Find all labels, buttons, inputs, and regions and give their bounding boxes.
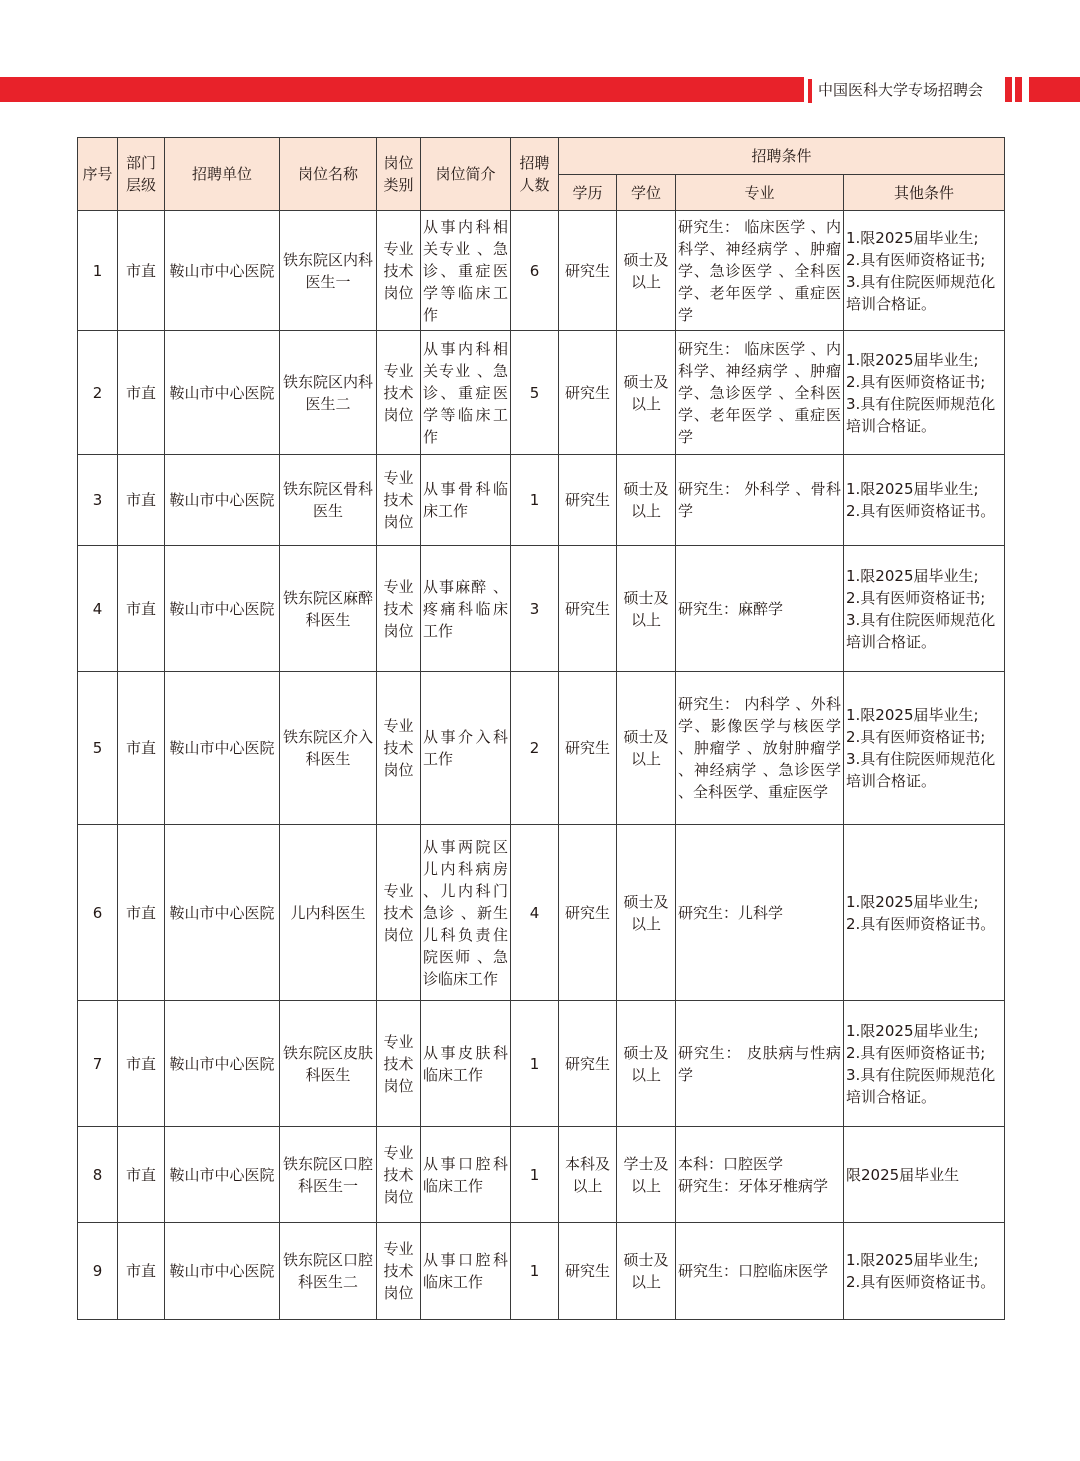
cell-major: 研究生：麻醉学 <box>676 546 844 672</box>
cell-education: 研究生 <box>559 546 617 672</box>
header-dept-level: 部门层级 <box>118 138 165 211</box>
table-row <box>78 1001 1005 1127</box>
cell-position-name: 铁东院区内科医生二 <box>280 331 377 455</box>
table-row <box>78 546 1005 672</box>
cell-headcount: 1 <box>511 1001 559 1127</box>
cell-position-type: 专业技术岗位 <box>377 825 421 1001</box>
cell-employer: 鞍山市中心医院 <box>165 1223 280 1320</box>
cell-dept-level: 市直 <box>118 455 165 546</box>
cell-index: 3 <box>78 455 118 546</box>
header-education: 学历 <box>559 175 617 211</box>
cell-position-type: 专业技术岗位 <box>377 1127 421 1223</box>
cell-degree: 硕士及以上 <box>617 331 676 455</box>
table-row <box>78 455 1005 546</box>
cell-dept-level: 市直 <box>118 825 165 1001</box>
table-row <box>78 211 1005 331</box>
header-degree: 学位 <box>617 175 676 211</box>
cell-degree: 硕士及以上 <box>617 825 676 1001</box>
table-row <box>78 1223 1005 1320</box>
cell-position-desc: 从事麻醉 、疼痛科临床工作 <box>421 546 511 672</box>
cell-other: 1.限2025届毕业生; 2.具有医师资格证书。 <box>844 455 1005 546</box>
cell-headcount: 2 <box>511 672 559 825</box>
cell-headcount: 4 <box>511 825 559 1001</box>
cell-position-name: 儿内科医生 <box>280 825 377 1001</box>
cell-degree: 硕士及以上 <box>617 455 676 546</box>
header-red-band <box>0 77 804 102</box>
cell-dept-level: 市直 <box>118 1223 165 1320</box>
cell-dept-level: 市直 <box>118 672 165 825</box>
cell-employer: 鞍山市中心医院 <box>165 455 280 546</box>
cell-position-desc: 从事介入科工作 <box>421 672 511 825</box>
header-other: 其他条件 <box>844 175 1005 211</box>
cell-position-type: 专业技术岗位 <box>377 1001 421 1127</box>
cell-major: 研究生： 外科学 、骨科学 <box>676 455 844 546</box>
cell-position-name: 铁东院区介入科医生 <box>280 672 377 825</box>
header-requirements: 招聘条件 <box>559 138 1005 175</box>
cell-employer: 鞍山市中心医院 <box>165 331 280 455</box>
cell-major: 研究生：口腔临床医学 <box>676 1223 844 1320</box>
cell-position-type: 专业技术岗位 <box>377 1223 421 1320</box>
cell-education: 研究生 <box>559 1223 617 1320</box>
cell-position-name: 铁东院区骨科医生 <box>280 455 377 546</box>
cell-education: 研究生 <box>559 211 617 331</box>
cell-dept-level: 市直 <box>118 1001 165 1127</box>
header-accent-bar <box>1005 77 1012 102</box>
cell-degree: 硕士及以上 <box>617 546 676 672</box>
cell-major: 研究生： 皮肤病与性病学 <box>676 1001 844 1127</box>
header-headcount: 招聘人数 <box>511 138 559 211</box>
table-row <box>78 1127 1005 1223</box>
cell-index: 5 <box>78 672 118 825</box>
header-accent-bar <box>1015 77 1022 102</box>
header-red-band-right <box>1029 77 1080 102</box>
header-position-name: 岗位名称 <box>280 138 377 211</box>
cell-headcount: 5 <box>511 331 559 455</box>
cell-position-type: 专业技术岗位 <box>377 331 421 455</box>
cell-employer: 鞍山市中心医院 <box>165 211 280 331</box>
cell-other: 1.限2025届毕业生; 2.具有医师资格证书。 <box>844 825 1005 1001</box>
cell-other: 1.限2025届毕业生; 2.具有医师资格证书; 3.具有住院医师规范化培训合格证。 <box>844 672 1005 825</box>
cell-position-desc: 从事两院区儿内科病房 、儿内科门急诊 、新生儿科负责住院医师 、急诊临床工作 <box>421 825 511 1001</box>
cell-degree: 硕士及以上 <box>617 1001 676 1127</box>
cell-headcount: 1 <box>511 1223 559 1320</box>
cell-headcount: 1 <box>511 1127 559 1223</box>
cell-other: 1.限2025届毕业生; 2.具有医师资格证书; 3.具有住院医师规范化培训合格证。 <box>844 331 1005 455</box>
cell-position-desc: 从事骨科临床工作 <box>421 455 511 546</box>
cell-position-type: 专业技术岗位 <box>377 546 421 672</box>
cell-employer: 鞍山市中心医院 <box>165 1001 280 1127</box>
header-position-type: 岗位类别 <box>377 138 421 211</box>
recruitment-table <box>77 137 1005 1320</box>
cell-dept-level: 市直 <box>118 546 165 672</box>
cell-index: 7 <box>78 1001 118 1127</box>
cell-dept-level: 市直 <box>118 1127 165 1223</box>
cell-major: 研究生： 临床医学 、内科学、神经病学 、肿瘤学、急诊医学 、全科医学、老年医学 、重症医学 <box>676 211 844 331</box>
cell-index: 9 <box>78 1223 118 1320</box>
cell-major: 研究生： 内科学 、外科学、影像医学与核医学 、肿瘤学 、放射肿瘤学 、神经病学 、急诊医学 、全科医学、重症医学 <box>676 672 844 825</box>
cell-degree: 硕士及以上 <box>617 211 676 331</box>
cell-education: 研究生 <box>559 825 617 1001</box>
cell-headcount: 6 <box>511 211 559 331</box>
cell-index: 2 <box>78 331 118 455</box>
cell-index: 8 <box>78 1127 118 1223</box>
cell-other: 1.限2025届毕业生; 2.具有医师资格证书; 3.具有住院医师规范化培训合格证。 <box>844 211 1005 331</box>
cell-employer: 鞍山市中心医院 <box>165 546 280 672</box>
cell-employer: 鞍山市中心医院 <box>165 825 280 1001</box>
page-title: 中国医科大学专场招聘会 <box>818 81 984 99</box>
cell-position-type: 专业技术岗位 <box>377 672 421 825</box>
cell-position-name: 铁东院区口腔科医生二 <box>280 1223 377 1320</box>
cell-dept-level: 市直 <box>118 331 165 455</box>
cell-major: 研究生： 临床医学 、内科学、神经病学 、肿瘤学、急诊医学 、全科医学、老年医学 、重症医学 <box>676 331 844 455</box>
cell-education: 研究生 <box>559 1001 617 1127</box>
cell-dept-level: 市直 <box>118 211 165 331</box>
cell-position-desc: 从事口腔科临床工作 <box>421 1127 511 1223</box>
cell-employer: 鞍山市中心医院 <box>165 1127 280 1223</box>
cell-major: 研究生：儿科学 <box>676 825 844 1001</box>
cell-headcount: 3 <box>511 546 559 672</box>
cell-position-type: 专业技术岗位 <box>377 211 421 331</box>
cell-index: 6 <box>78 825 118 1001</box>
cell-education: 研究生 <box>559 331 617 455</box>
cell-position-type: 专业技术岗位 <box>377 455 421 546</box>
cell-position-name: 铁东院区麻醉科医生 <box>280 546 377 672</box>
cell-major: 本科：口腔医学 研究生：牙体牙椎病学 <box>676 1127 844 1223</box>
table-body <box>78 211 1005 1320</box>
header-major: 专业 <box>676 175 844 211</box>
header-divider-bar <box>808 79 812 103</box>
cell-other: 1.限2025届毕业生; 2.具有医师资格证书。 <box>844 1223 1005 1320</box>
table-header <box>78 138 1005 211</box>
header-index: 序号 <box>78 138 118 211</box>
cell-index: 4 <box>78 546 118 672</box>
header-employer: 招聘单位 <box>165 138 280 211</box>
cell-position-name: 铁东院区皮肤科医生 <box>280 1001 377 1127</box>
cell-education: 研究生 <box>559 672 617 825</box>
cell-degree: 硕士及以上 <box>617 672 676 825</box>
table-row <box>78 672 1005 825</box>
cell-other: 1.限2025届毕业生; 2.具有医师资格证书; 3.具有住院医师规范化培训合格证。 <box>844 1001 1005 1127</box>
cell-position-desc: 从事口腔科临床工作 <box>421 1223 511 1320</box>
cell-other: 1.限2025届毕业生; 2.具有医师资格证书; 3.具有住院医师规范化培训合格证。 <box>844 546 1005 672</box>
table-row <box>78 825 1005 1001</box>
cell-index: 1 <box>78 211 118 331</box>
cell-headcount: 1 <box>511 455 559 546</box>
cell-position-desc: 从事内科相关专业 、急诊、重症医学等临床工作 <box>421 331 511 455</box>
cell-position-desc: 从事皮肤科临床工作 <box>421 1001 511 1127</box>
cell-degree: 硕士及以上 <box>617 1223 676 1320</box>
header-position-desc: 岗位简介 <box>421 138 511 211</box>
cell-education: 研究生 <box>559 455 617 546</box>
cell-other: 限2025届毕业生 <box>844 1127 1005 1223</box>
cell-employer: 鞍山市中心医院 <box>165 672 280 825</box>
cell-education: 本科及以上 <box>559 1127 617 1223</box>
cell-position-name: 铁东院区口腔科医生一 <box>280 1127 377 1223</box>
cell-degree: 学士及以上 <box>617 1127 676 1223</box>
table-row <box>78 331 1005 455</box>
cell-position-desc: 从事内科相关专业 、急诊、重症医学等临床工作 <box>421 211 511 331</box>
cell-position-name: 铁东院区内科医生一 <box>280 211 377 331</box>
